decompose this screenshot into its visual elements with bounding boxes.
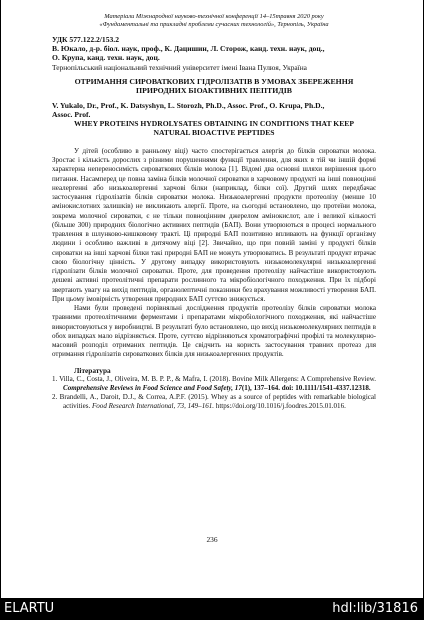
authors-en-line-2: Assoc. Prof. bbox=[52, 109, 91, 119]
title-en-line-2: NATURAL BIOACTIVE PEPTIDES bbox=[153, 128, 275, 138]
authors-ua-line-1: В. Юкало, д-р. біол. наук, проф., К. Дацишин, Л. Сторож, канд. техн. наук, доц., bbox=[52, 44, 325, 53]
repository-footer bbox=[0, 598, 424, 620]
title-ua-line-2: ПРИРОДНИХ БІОАКТИВНИХ ПЕПТИДІВ bbox=[136, 86, 292, 96]
affiliation: Тернопільський національний технічний університет імені Івана Пулюя, Україна bbox=[52, 62, 307, 72]
reference-details: (1), 137–164. doi: 10.1111/1541-4337.12318. bbox=[241, 383, 371, 392]
reference-journal: Comprehensive Reviews in Food Science and Food Safety, 17 bbox=[63, 383, 242, 392]
footer-handle: hdl:lib/31816 bbox=[332, 601, 418, 616]
reference-details: https://doi.org/10.1016/j.foodres.2015.01.016. bbox=[214, 402, 346, 411]
authors-ua-line-2: О. Крупа, канд. техн. наук, доц. bbox=[52, 53, 160, 63]
header-line-2: «Фундаментальні та прикладні проблеми сучасних технологій», Тернопіль, Україна bbox=[99, 21, 329, 28]
authors-ukrainian bbox=[52, 44, 376, 63]
reference-authors: 2. Brandelli, A., Daroit, D.J., & Correa, A.P.F. (2015). Whey as a source of peptides with remarkable biological activities. bbox=[52, 392, 376, 411]
reference-item bbox=[52, 393, 376, 411]
title-ukrainian bbox=[52, 77, 376, 96]
authors-english bbox=[52, 101, 376, 120]
body-paragraph: У дітей (особливо в ранньому віці) часто спостерігається алергія до білків сироватки молока. Зростає і кількість дорослих з різними порушеннями функції травлення, для яких в тій чи іншій формі характерна непереносимість сироваткових білків молока [1]. Відомі два основні шляхи вирішення цього питання. Насамперед це повна заміна білків молочної сироватки в харчовому продукті на інші повноцінні неалергенні або низькоалергенні харчові білки (наприклад, білки сої). Другий шлях передбачає застосування гідролізатів білків сироватки молока. Низькоалергенні продукти протеолізу (менше 10 амінокислотних залишків) не викликають алергії. Проте, на сьогодні встановлено, що протеїни молока, зокрема молочної сироватки, є не тільки повноцінним джерелом амінокислот, але і великої кількості (більше 300) природних біологічно активних пептидів (БАП). Вони утворюються в процесі нормального травлення в шлунково-кишковому тракті. Ці природні БАП позитивно впливають на функції організму людини і особливо важливі в дитячому віці [2]. Звичайно, що при повній заміні у продукті білків сироватки на інші харчові білки такі природні БАП не можуть утворюватись. В результаті продукт втрачає свою біологічну цінність. У другому випадку використовують низькомолекулярні низькоалергенні гідролізати білків молочної сироватки. Проте, для проведення протеолізу найчастіше використовують дешеві активні протеолітичні препарати рослинного та мікробіологічного походження. При їх підборі звертають увагу на вихід пептидів, органолептичні показники без врахування можливості утворення БАП. При цьому імовірність утворення природних БАП суттєво знижується. bbox=[52, 146, 376, 303]
document-page bbox=[1, 0, 423, 598]
udk-code: УДК 577.122.2/153.2 bbox=[52, 35, 120, 44]
header-line-1: Матеріали Міжнародної науково-технічної конференції 14–15травня 2020 року bbox=[104, 13, 324, 20]
title-en-line-1: WHEY PROTEINS HYDROLYSATES OBTAINING IN CONDITIONS THAT KEEP bbox=[74, 119, 354, 129]
conference-header bbox=[52, 13, 376, 29]
page-number: 236 bbox=[206, 535, 218, 544]
authors-en-line-1: V. Yukalo, Dr., Prof., K. Datsyshyn, L. Storozh, Ph.D., Assoc. Prof., O. Krupa, Ph.D., bbox=[52, 100, 325, 110]
page-content bbox=[52, 13, 376, 411]
reference-authors: 1. Villa, C., Costa, J., Oliveira, M. B. P. P., & Mafra, I. (2018). Bovine Milk Allergens: A Comprehensive Review. bbox=[52, 374, 376, 383]
title-ua-line-1: ОТРИМАННЯ СИРОВАТКОВИХ ГІДРОЛІЗАТІВ В УМОВАХ ЗБЕРЕЖЕННЯ bbox=[74, 76, 354, 86]
title-english bbox=[52, 119, 376, 138]
reference-item bbox=[52, 375, 376, 393]
literature-heading: Література bbox=[74, 365, 111, 375]
body-paragraph: Нами були проведені порівняльні дослідження продуктів протеолізу білків сироватки молока травними протеолітичними ферментами і препаратами мікробіологічного походження, які найчастіше використовуються у виробництві. В результаті було встановлено, що вихід низькомолекулярних пептидів в обох випадках мало відрізняється. Проте, суттєво відрізняються хроматографічні профілі та молекулярно-масовий розподіл отриманих пептидів. Це свідчить на користь застосування травних протеаз для отримання гідролізатів сироваткових білків для низькоалергенних продуктів. bbox=[52, 304, 376, 359]
reference-journal: Food Research International, 73, 149–161. bbox=[91, 402, 215, 411]
footer-repository-name: ELARTU bbox=[4, 601, 55, 616]
